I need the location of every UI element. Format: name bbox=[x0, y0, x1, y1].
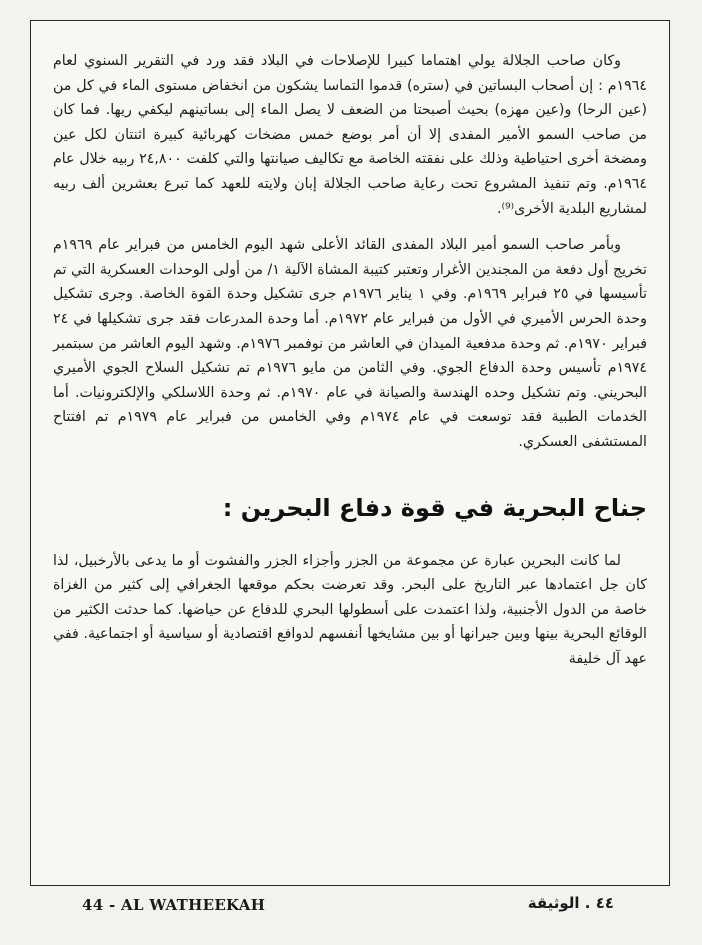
paragraph-irrigation-reforms: وكان صاحب الجلالة يولي اهتماما كبيرا للإصلاحات في البلاد فقد ورد في التقرير السنوي لعام ١٩٦٤م : إن أصحاب البساتين في (ستره) قدموا التماسا يشكون من انخفاض مستوى الماء في كل من (عين الرحا) و(عين مهزه) بحيث أصبحتا من الضعف لا يصل الماء إلى بساتينهم ليكفي ريها. فما كان من صاحب السمو الأمير المفدى إلا أن أمر بوضع خمس مضخات كهربائية كبيرة اثنتان لكل عين ومضخة أخرى احتياطية وذلك على نفقته الخاصة مع تكاليف صيانتها والتي كلفت ٢٤,٨٠٠ ربيه خلال عام ١٩٦٤م. وتم تنفيذ المشروع تحت رعاية صاحب الجلالة إبان ولايته للعهد كما تبرع بعشرين ألف ربيه لمشاريع البلدية الأخرى⁽⁹⁾. bbox=[53, 53, 647, 217]
footer-page-label-english: 44 - AL WATHEEKAH bbox=[82, 896, 266, 914]
article-body bbox=[53, 49, 647, 671]
page-frame bbox=[30, 20, 670, 886]
section-heading-navy: جناح البحرية في قوة دفاع البحرين : bbox=[222, 493, 647, 522]
footer-page-label-arabic: ٤٤ . الوثيقة bbox=[527, 894, 614, 912]
page-footer bbox=[30, 892, 670, 922]
paragraph-military-units: وبأمر صاحب السمو أمير البلاد المفدى القائد الأعلى شهد اليوم الخامس من فبراير عام ١٩٦٩م تخريج أول دفعة من المجندين الأغرار وتعتبر كتيبة المشاة الآلية ١/ من أولى الوحدات العسكرية التي تم تأسيسها في ٢٥ فبراير ١٩٦٩م. وفي ١ يناير ١٩٧٦م جرى تشكيل وحدة القوة الخاصة. وجرى تشكيل وحدة الحرس الأميري في الأول من فبراير عام ١٩٧٢م. أما وحدة المدرعات فقد جرى تشكيلها في ٢٤ فبراير ١٩٧٠م. ثم وحدة مدفعية الميدان في العاشر من نوفمبر ١٩٧٦م. وشهد اليوم العاشر من سبتمبر ١٩٧٤م تأسيس وحدة الدفاع الجوي. وفي الثامن من مايو ١٩٧٦م تم تشكيل السلاح الجوي الأميري البحريني. وتم تشكيل وحده الهندسة والصيانة في عام ١٩٧٠م. ثم وحدة اللاسلكي والإلكترونيات. أما الخدمات الطبية فقد توسعت في عام ١٩٧٤م وفي الخامس من فبراير عام ١٩٧٩م تم افتتاح المستشفى العسكري. bbox=[53, 237, 648, 450]
paragraph-navy-intro: لما كانت البحرين عبارة عن مجموعة من الجزر وأجزاء الجزر والفشوت أو ما يدعى بالأرخبيل، لذا كان جل اعتمادها عبر التاريخ على البحر. وقد تعرضت بحكم موقعها الجغرافي إلى كثير من الغزاة خاصة من الدول الأجنبية، ولذا اعتمدت على أسطولها البحري للدفاع عن حياضها. كما حدثت الكثير من الوقائع البحرية بينها وبين جيرانها أو بين مشايخها أنفسهم لدوافع اقتصادية أو سياسية أو اجتماعية. ففي عهد آل خليفة bbox=[53, 552, 647, 667]
